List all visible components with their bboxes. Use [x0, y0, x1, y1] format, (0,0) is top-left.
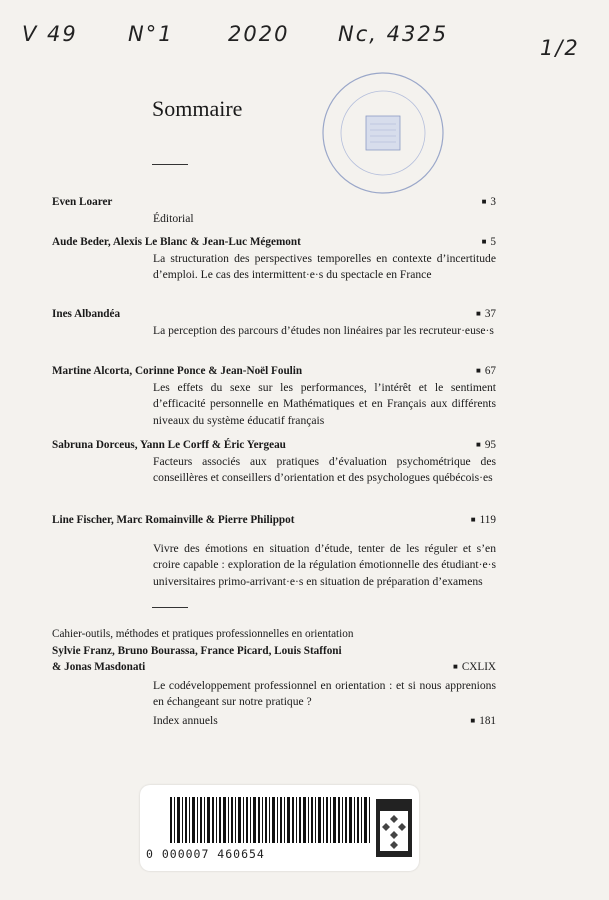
entry-title: Vivre des émotions en situation d’étude, tenter de les réguler et s’en croire capable : exploration de la régulation émotionnelle des étudiant·e·s universitaires primo-arrivant·e·s en situation de préparation d’examens: [153, 541, 496, 588]
entry-authors: Ines Albandéa: [52, 308, 121, 320]
section-divider: [152, 607, 188, 608]
library-stamp: [318, 68, 448, 198]
section-authors-line1: Sylvie Franz, Bruno Bourassa, France Picard, Louis Staffoni: [52, 644, 342, 657]
entry-title: La perception des parcours d’études non linéaires par les recruteur·euse·s: [153, 323, 494, 337]
section-entry: [52, 626, 496, 711]
entry-title: Éditorial: [153, 211, 194, 225]
handwritten-reference: Nc, 4325: [338, 22, 449, 46]
entry-page: ■ 95: [476, 437, 496, 454]
toc-entry: [52, 194, 496, 227]
section-authors-line2: & Jonas Masdonati: [52, 661, 146, 673]
entry-authors: Sabruna Dorceus, Yann Le Corff & Éric Yergeau: [52, 439, 286, 451]
handwritten-year: 2020: [228, 22, 290, 46]
entry-authors: Line Fischer, Marc Romainville & Pierre Philippot: [52, 514, 295, 526]
entry-title: Facteurs associés aux pratiques d’évaluation psychométrique des conseillères et conseillers d’orientation et des psychologues québécois·es: [153, 454, 496, 484]
toc-entry: [52, 512, 496, 590]
toc-entry: [52, 234, 496, 284]
entry-page: ■ 3: [482, 194, 496, 211]
toc-entry: [52, 306, 496, 339]
page-title: Sommaire: [152, 96, 243, 121]
entry-page: ■ 5: [482, 234, 496, 251]
entry-authors: Martine Alcorta, Corinne Ponce & Jean-Noël Foulin: [52, 365, 303, 377]
entry-authors: Aude Beder, Alexis Le Blanc & Jean-Luc Mégemont: [52, 236, 301, 248]
barcode-label: [140, 785, 419, 871]
index-entry: [52, 713, 496, 730]
entry-page: ■ 67: [476, 363, 496, 380]
section-page: ■ CXLIX: [453, 659, 496, 676]
section-heading: Cahier-outils, méthodes et pratiques professionnelles en orientation: [52, 628, 354, 640]
entry-authors: Even Loarer: [52, 196, 113, 208]
toc-entry: [52, 363, 496, 429]
title-divider: [152, 164, 188, 165]
toc-entry: [52, 437, 496, 487]
index-label: Index annuels: [153, 714, 218, 727]
handwritten-fraction: 1/2: [540, 36, 580, 60]
barcode-number: 0 000007 460654: [146, 847, 265, 861]
entry-title: Les effets du sexe sur les performances, l’intérêt et le sentiment d’efficacité personnelle en Mathématiques et en Français aux différents niveaux du système éducatif français: [153, 380, 496, 427]
handwritten-number: N°1: [128, 22, 174, 46]
entry-title: La structuration des perspectives temporelles en contexte d’incertitude d’emploi. Le cas des intermittent·e·s du spectacle en France: [153, 251, 496, 281]
section-title: Le codéveloppement professionnel en orientation : et si nous apprenions en échangeant sur notre pratique ?: [153, 678, 496, 708]
index-page: ■ 181: [470, 713, 496, 730]
handwritten-volume: V 49: [22, 22, 78, 46]
bleed-through-title: [232, 146, 237, 169]
entry-page: ■ 119: [471, 512, 496, 529]
entry-page: ■ 37: [476, 306, 496, 323]
